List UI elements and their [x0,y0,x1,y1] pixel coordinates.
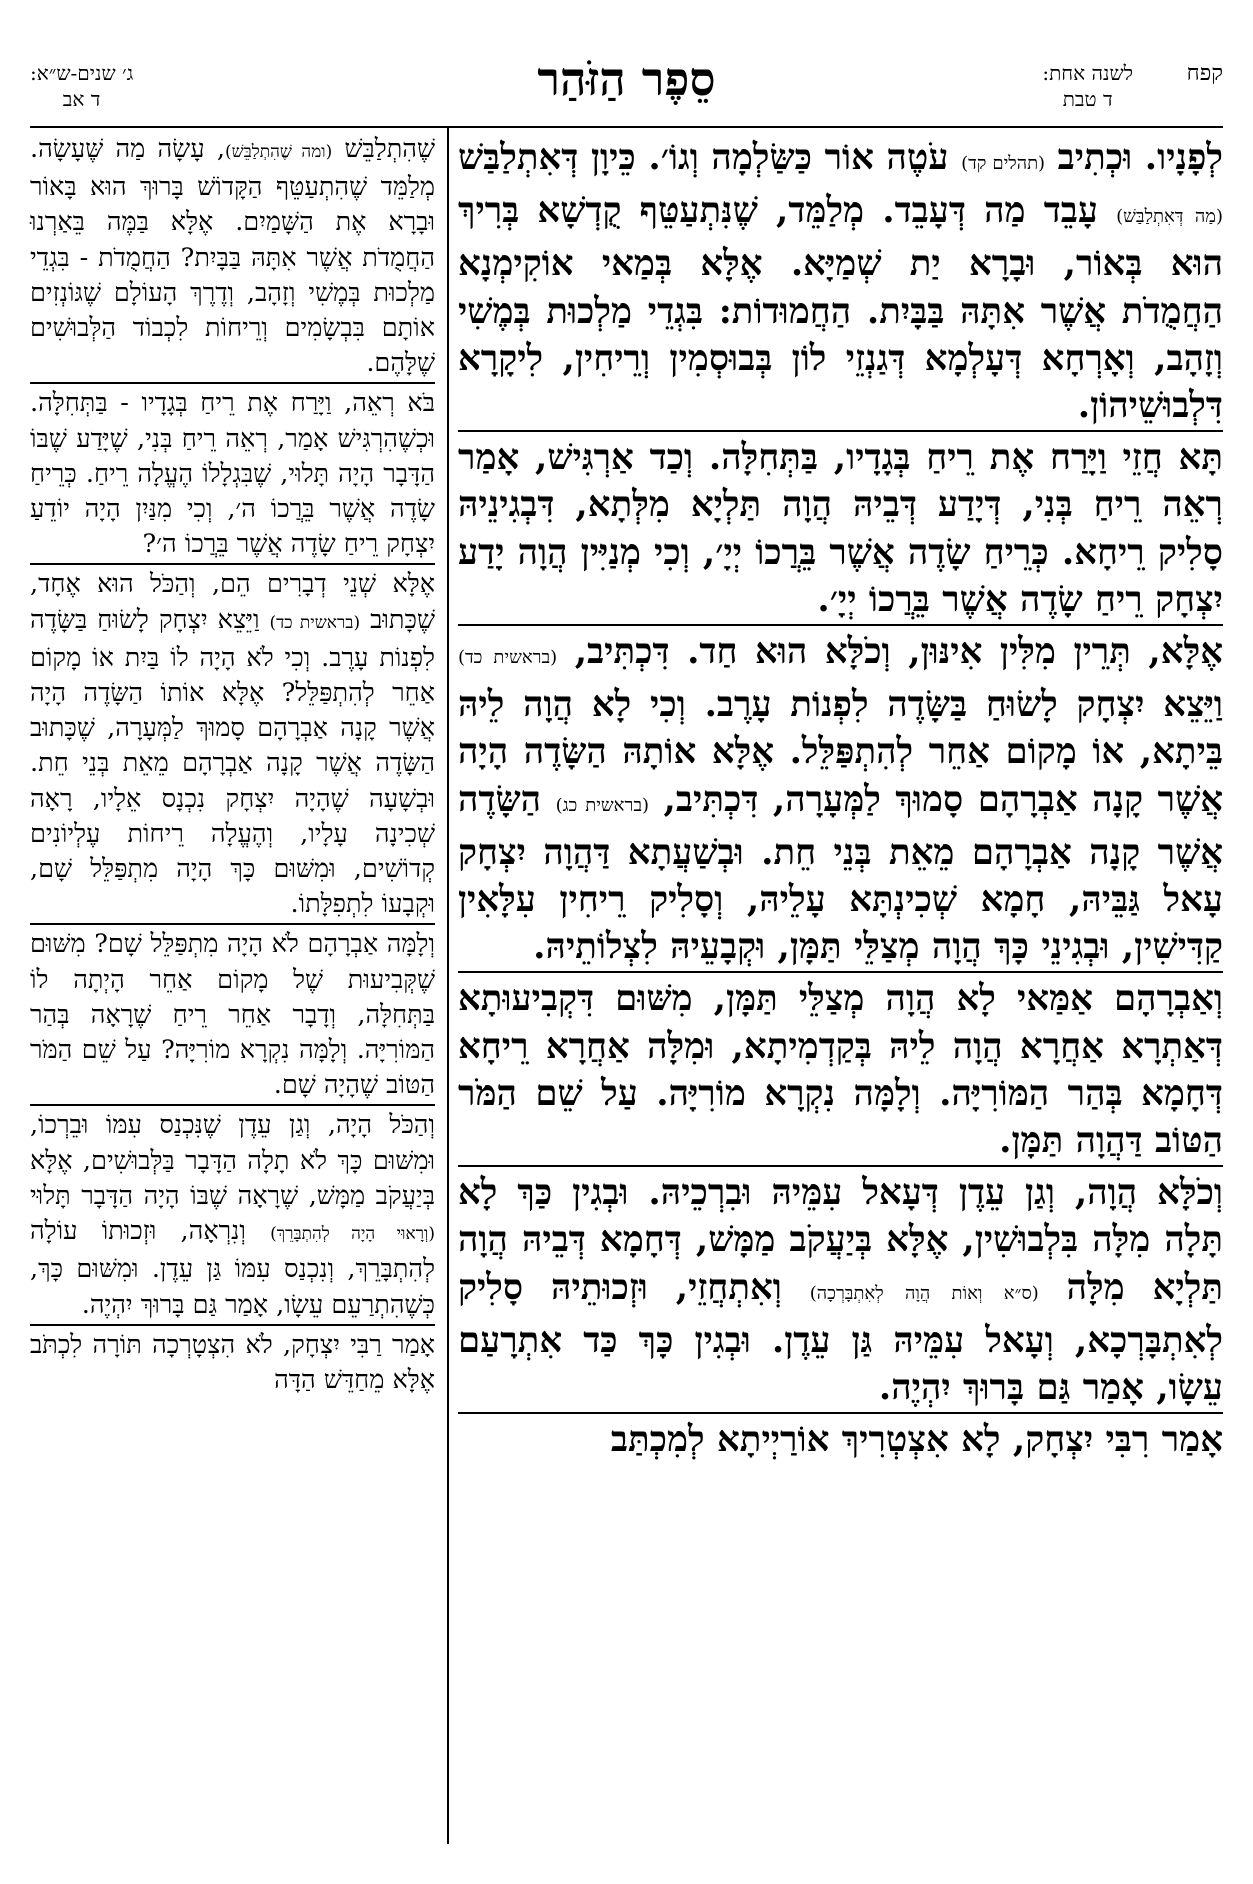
side-paragraph-5: וְהַכֹּל הָיָה, וְגַן עֵדֶן שֶׁנִּכְנַס עִמּוֹ וּבֵרְכוֹ, וּמִשּׁוּם כָּךְ לֹא תָלָה הַדָּבָר בַּלְּבוּשִׁים, אֶלָּא בְּיַעֲקֹב מַמָּשׁ, שֶׁרָאָה שֶׁבּוֹ הָיָה הַדָּבָר תָּלוּי (וְרָאוּי הָיָה לְהִתְבָּרֵךְ) וְנִרְאָה, וּזְכוּתוֹ עוֹלָה לְהִתְבָּרֵךְ, וְנִכְנַס עִמּוֹ גַּן עֵדֶן. וּמִשּׁוּם כָּךְ, כְּשֶׁהִתְרַעֵם עֵשָׂו, אָמַר גַּם בָּרוּךְ יִהְיֶה. [30,1104,435,1322]
source-ref: (בראשית כג) [555,794,650,816]
gloss-ref: (ומה שֶׁהִתְלַבֵּשׁ) [224,142,333,162]
main-paragraph-4: וְאַבְרָהָם אַמַּאי לָא הֲוָה מְצַלֵּי תַּמָּן, מִשּׁוּם דִּקְבִיעוּתָא דְּאַתְרָא אַחֲרָא הֲוָה לֵיהּ בְּקַדְמִיתָא, וּמִלָּה אַחֲרָא רֵיחָא דְּחָמָא בְּהַר הַמּוֹרִיָּה. וְלָמָּה נִקְרָא מוֹרִיָּה. עַל שֵׁם הַמֹּר הַטּוֹב דַּהֲוָה תַּמָּן. [458,971,1223,1164]
header-rule [30,126,1223,128]
page-header [30,52,1223,126]
source-ref: (בראשית כד) [269,612,361,633]
main-paragraph-6: אָמַר רִבִּי יִצְחָק, לָא אִצְטְרִיךְ אוֹרַיְיתָא לְמִכְתַּב [458,1412,1223,1463]
side-paragraph-1: שֶׁהִתְלַבֵּשׁ (ומה שֶׁהִתְלַבֵּשׁ), עָשָׂה מַה שֶּׁעָשָׂה. מְלַמֵּד שֶׁהִתְעַטֵּף הַקָּדוֹשׁ בָּרוּךְ הוּא בָּאוֹר וּבָרָא אֶת הַשָּׁמַיִם. אֶלָּא בַּמֶּה בֵּאַרְנוּ הַחֲמֻדֹת אֲשֶׁר אִתָּהּ בַּבָּיִת? הַחֲמֻדֹת - בִּגְדֵי מַלְכוּת בְּמֶשִׁי וְזָהָב, וְדֶרֶךְ הָעוֹלָם שֶׁגּוֹנְזִים אוֹתָם בִּבְשָׂמִים וְרֵיחוֹת לִכְבוֹד הַלְּבוּשִׁים שֶׁלָּהֶם. [30,134,436,379]
schedule-three-years-label: ג׳ שנים-ש״א: [30,61,134,85]
gloss-ref: (מַה דְּאִתְלַבַּשׁ) [1116,206,1223,228]
schedule-one-year-label: לשנה אחת: [1042,61,1133,85]
variant-ref: (וְרָאוּי הָיָה לְהִתְבָּרֵךְ) [270,1224,435,1245]
schedule-three-years [30,60,133,112]
main-paragraph-3: אֶלָּא, תְּרֵין מִלִּין אִינּוּן, וְכֹלָּא הוּא חַד. דִּכְתִּיב, (בראשית כד) וַיֵּצֵא יִצְחָק לָשׂוּחַ בַּשָּׂדֶה לִפְנוֹת עָרֶב. וְכִי לָא הֲוָה לֵיהּ בֵּיתָא, אוֹ מָקוֹם אַחֵר לְהִתְפַּלֵּל. אֶלָּא אוֹתָהּ הַשָּׂדֶה הָיָה אֲשֶׁר קָנָה אַבְרָהָם סָמוּךְ לַמְּעָרָה, דִּכְתִּיב, (בראשית כג) הַשָּׂדֶה אֲשֶׁר קָנָה אַבְרָהָם מֵאֵת בְּנֵי חֵת. וּבְשַׁעֲתָא דַּהֲוָה יִצְחָק עָאל גַּבֵּיהּ, חָמָא שְׁכִינְתָּא עָלֵיהּ, וְסָלִיק רֵיחִין עִלָּאִין קַדִּישִׁין, וּבְגִינֵי כָּךְ הֲוָה מְצַלֵּי תַּמָּן, וּקְבָעֵיהּ לִצְלוֹתֵיהּ. [458,624,1223,970]
side-paragraph-3: אֶלָּא שְׁנֵי דְבָרִים הֵם, וְהַכֹּל הוּא אֶחָד, שֶׁכָּתוּב (בראשית כד) וַיֵּצֵא יִצְחָק לָשׂוּחַ בַּשָּׂדֶה לִפְנוֹת עָרֶב. וְכִי לֹא הָיָה לוֹ בַּיִת אוֹ מָקוֹם אַחֵר לְהִתְפַּלֵּל? אֶלָּא אוֹתוֹ הַשָּׂדֶה הָיָה אֲשֶׁר קָנָה אַבְרָהָם סָמוּךְ לַמְּעָרָה, שֶׁכָּתוּב הַשָּׂדֶה אֲשֶׁר קָנָה אַבְרָהָם מֵאֵת בְּנֵי חֵת. וּבְשָׁעָה שֶׁהָיָה יִצְחָק נִכְנָס אֵלָיו, רָאָה שְׁכִינָה עָלָיו, וְהֶעֱלָה רֵיחוֹת עֶלְיוֹנִים קְדוֹשִׁים, וּמִשּׁוּם כָּךְ הָיָה מִתְפַּלֵּל שָׁם, וּקְבָעוֹ לִתְפִלָּתוֹ. [30,563,435,922]
column-divider [447,128,449,1844]
translation-column [30,132,435,1398]
main-paragraph-1: לְפָנָיו. וּכְתִיב (תהלים קד) עֹטֶה אוֹר כַּשַּׂלְמָה וְגוֹ׳. כֵּיוָן דְּאִתְלַבַּשׁ (מַה דְּאִתְלַבַּשׁ) עָבֵד מַה דְּעָבֵד. מְלַמֵּד, שֶׁנִּתְעַטֵּף קֻדְשָׁא בְּרִיךְ הוּא בְּאוֹר, וּבָרָא יַת שְׁמַיָּא. אֶלָּא בְּמַאי אוֹקִימְנָא הַחֲמֻדֹת אֲשֶׁר אִתָּהּ בַּבָּיִת. הַחֲמוּדוֹת: בִּגְדֵי מַלְכוּת בְּמֶשִׁי וְזָהָב, וְאָרְחָא דְּעָלְמָא דְּגַנְזֵי לוֹן בְּבוּסְמִין וְרֵיחִין, לִיקָרָא דִּלְבוּשֵׁיהוֹן. [458,137,1224,427]
schedule-one-year-date: ד טבת [1062,87,1113,111]
source-ref: (תהלים קד) [961,153,1046,174]
variant-ref: (ס״א וְאוֹת הֲוָה לְאִתְבָּרְכָה) [809,1282,1039,1304]
side-paragraph-2: בֹּא רְאֵה, וַיָּרַח אֶת רֵיחַ בְּגָדָיו - בַּתְּחִלָּה. וּכְשֶׁהִרְגִּישׁ אָמַר, רְאֵה רֵיחַ בְּנִי, שֶׁיָּדַע שֶׁבּוֹ הַדָּבָר הָיָה תָּלוּי, שֶׁבִּגְלָלוֹ הֶעֱלָה רֵיחַ. כְּרֵיחַ שָׂדֶה אֲשֶׁר בֵּרֲכוֹ ה׳, וְכִי מִנַּיִן הָיָה יוֹדֵעַ יִצְחָק רֵיחַ שָׂדֶה אֲשֶׁר בֵּרֲכוֹ ה׳? [30,382,435,562]
side-paragraph-6: אָמַר רַבִּי יִצְחָק, לֹא הִצְטָרְכָה תּוֹרָה לִכְתֹּב אֶלָּא מֵחַדֵּשׁ הַדָּה [30,1324,435,1398]
schedule-one-year [1042,60,1133,112]
side-paragraph-4: וְלָמָּה אַבְרָהָם לֹא הָיָה מִתְפַּלֵּל שָׁם? מִשּׁוּם שֶׁקְּבִיעוּת שֶׁל מָקוֹם אַחֵר הָיְתָה לוֹ בַּתְּחִלָּה, וְדָבָר אַחֵר רֵיחַ שֶׁרָאָה בְּהַר הַמּוֹרִיָּה. וְלָמָּה נִקְרָא מוֹרִיָּה? עַל שֵׁם הַמֹּר הַטּוֹב שֶׁהָיָה שָׁם. [30,923,435,1103]
main-paragraph-5: וְכֹלָּא הֲוָה, וְגַן עֵדֶן דְּעָאל עִמֵּיהּ וּבִרְכֵיהּ. וּבְגִין כַּךְ לָא תָּלָה מִלָּה בִּלְבוּשִׁין, אֶלָּא בְּיַעֲקֹב מַמָּשׁ, דְּחָמָא דְּבֵיהּ הֲוָה תַּלְיָא מִלָּה (ס״א וְאוֹת הֲוָה לְאִתְבָּרְכָה) וְאִתְחֲזֵי, וּזְכוּתֵיהּ סָלִיק לְאִתְבָּרְכָא, וְעָאל עִמֵּיהּ גַּן עֵדֶן. וּבְגִין כָּךְ כַּד אִתְרָעַם עֵשָׂו, אָמַר גַּם בָּרוּךְ יִהְיֶה. [458,1165,1223,1411]
main-text-column [458,134,1223,1463]
main-paragraph-2: תָּא חֲזֵי וַיָּרַח אֶת רֵיחַ בְּגָדָיו, בַּתְּחִלָּה. וְכַד אַרְגִּישׁ, אָמַר רְאֵה רֵיחַ בְּנִי, דְּיָדַע דְּבֵיהּ הֲוָה תַּלְיָא מִלְּתָא, דִּבְגִינֵיהּ סָלִיק רֵיחָא. כְּרֵיחַ שָׂדֶה אֲשֶׁר בֵּרֲכוֹ יְיָ׳, וְכִי מְנַיִּין הֲוָה יָדַע יִצְחָק רֵיחַ שָׂדֶה אֲשֶׁר בֵּרֲכוֹ יְיָ׳. [458,430,1223,623]
source-ref: (בראשית כד) [458,647,558,669]
schedule-three-years-date: ד אב [62,87,101,111]
page-number: קפח [1186,61,1223,86]
page-title: סֵפֶר הַזֹּהַר [537,52,716,106]
